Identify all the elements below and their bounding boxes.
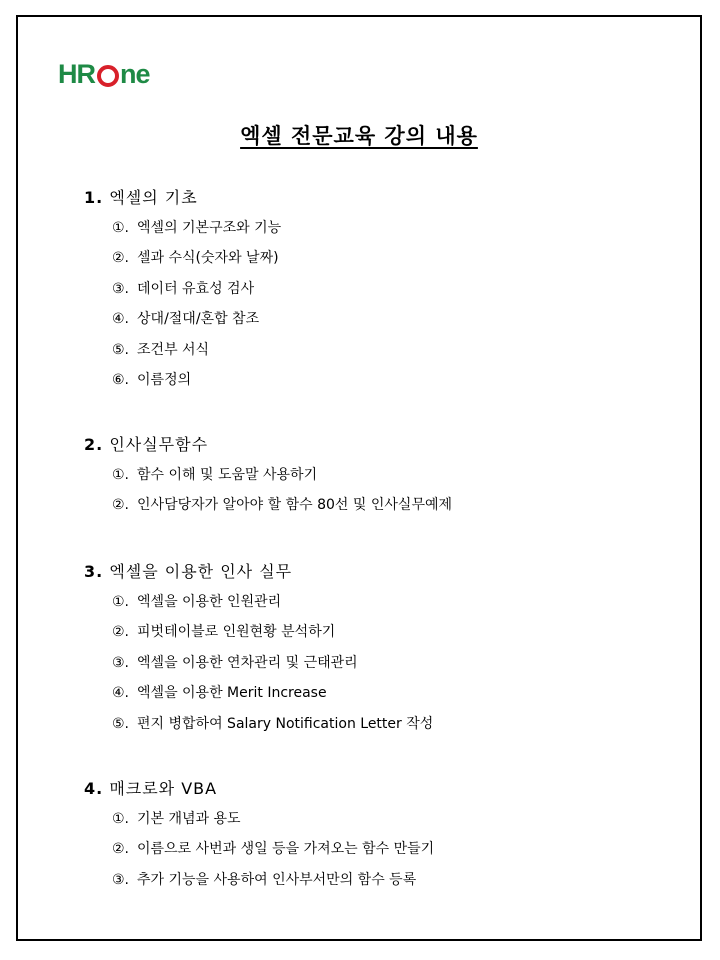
- list-item: [112, 213, 281, 243]
- logo-text-ne: ne: [120, 58, 150, 89]
- item-marker: ③.: [112, 280, 130, 297]
- item-marker: ①.: [112, 811, 130, 827]
- section-heading: [84, 774, 434, 804]
- item-marker: ①.: [112, 467, 130, 483]
- section-3: [84, 557, 433, 739]
- list-item: [112, 709, 433, 739]
- item-marker: ⑤.: [112, 715, 130, 732]
- item-text: 엑셀의 기본구조와 기능: [137, 220, 282, 236]
- item-marker: ③.: [112, 654, 130, 671]
- list-item: [112, 274, 281, 304]
- item-marker: ⑥.: [112, 371, 130, 388]
- section-2: [84, 430, 452, 521]
- section-number: 3.: [84, 562, 104, 581]
- page-title: 엑셀 전문교육 강의 내용: [240, 124, 478, 148]
- list-item: [112, 490, 452, 520]
- item-marker: ②.: [112, 497, 130, 514]
- section-heading: [84, 430, 452, 460]
- list-item: [112, 617, 433, 647]
- item-text: 상대/절대/혼합 참조: [137, 311, 260, 328]
- list-item: [112, 804, 434, 834]
- logo-ring-icon: [97, 65, 119, 87]
- section-heading: [84, 183, 281, 213]
- item-marker: ②.: [112, 250, 130, 267]
- item-text: 기본 개념과 용도: [137, 811, 241, 827]
- item-list: [84, 804, 434, 895]
- item-marker: ⑤.: [112, 341, 130, 358]
- list-item: [112, 678, 433, 708]
- item-text: 엑셀을 이용한 Merit Increase: [137, 685, 327, 702]
- item-marker: ①.: [112, 594, 130, 610]
- document-page: [16, 15, 702, 941]
- section-number: 4.: [84, 779, 104, 798]
- list-item: [112, 460, 452, 490]
- item-text: 조건부 서식: [137, 341, 210, 358]
- item-text: 이름정의: [137, 371, 192, 388]
- item-text: 편지 병합하여 Salary Notification Letter 작성: [137, 715, 434, 732]
- item-marker: ①.: [112, 220, 130, 236]
- section-title: 엑셀을 이용한 인사 실무: [109, 562, 293, 581]
- list-item: [112, 365, 281, 395]
- item-marker: ④.: [112, 685, 130, 702]
- section-number: 1.: [84, 188, 104, 207]
- list-item: [112, 243, 281, 273]
- section-title: 인사실무함수: [109, 435, 209, 454]
- list-item: [112, 335, 281, 365]
- item-list: [84, 460, 452, 521]
- list-item: [112, 304, 281, 334]
- item-list: [84, 213, 281, 395]
- item-marker: ②.: [112, 624, 130, 641]
- item-text: 이름으로 사번과 생일 등을 가져오는 함수 만들기: [137, 841, 435, 858]
- list-item: [112, 865, 434, 895]
- section-1: [84, 183, 281, 395]
- section-title: 매크로와 VBA: [109, 779, 218, 798]
- item-text: 엑셀을 이용한 인원관리: [137, 594, 282, 610]
- item-text: 엑셀을 이용한 연차관리 및 근태관리: [137, 654, 358, 671]
- list-item: [112, 587, 433, 617]
- hrone-logo: [58, 57, 150, 91]
- item-text: 함수 이해 및 도움말 사용하기: [137, 467, 318, 483]
- item-marker: ③.: [112, 871, 130, 888]
- item-list: [84, 587, 433, 739]
- item-text: 추가 기능을 사용하여 인사부서만의 함수 등록: [137, 871, 417, 888]
- item-marker: ②.: [112, 841, 130, 858]
- item-text: 셀과 수식(숫자와 날짜): [137, 250, 279, 267]
- item-text: 데이터 유효성 검사: [137, 280, 255, 297]
- item-text: 피벗테이블로 인원현황 분석하기: [137, 624, 336, 641]
- section-title: 엑셀의 기초: [109, 188, 198, 207]
- list-item: [112, 834, 434, 864]
- section-heading: [84, 557, 433, 587]
- item-text: 인사담당자가 알아야 할 함수 80선 및 인사실무예제: [137, 497, 453, 514]
- logo-text-hr: HR: [58, 58, 95, 89]
- item-marker: ④.: [112, 311, 130, 328]
- list-item: [112, 648, 433, 678]
- section-number: 2.: [84, 435, 104, 454]
- section-4: [84, 774, 434, 895]
